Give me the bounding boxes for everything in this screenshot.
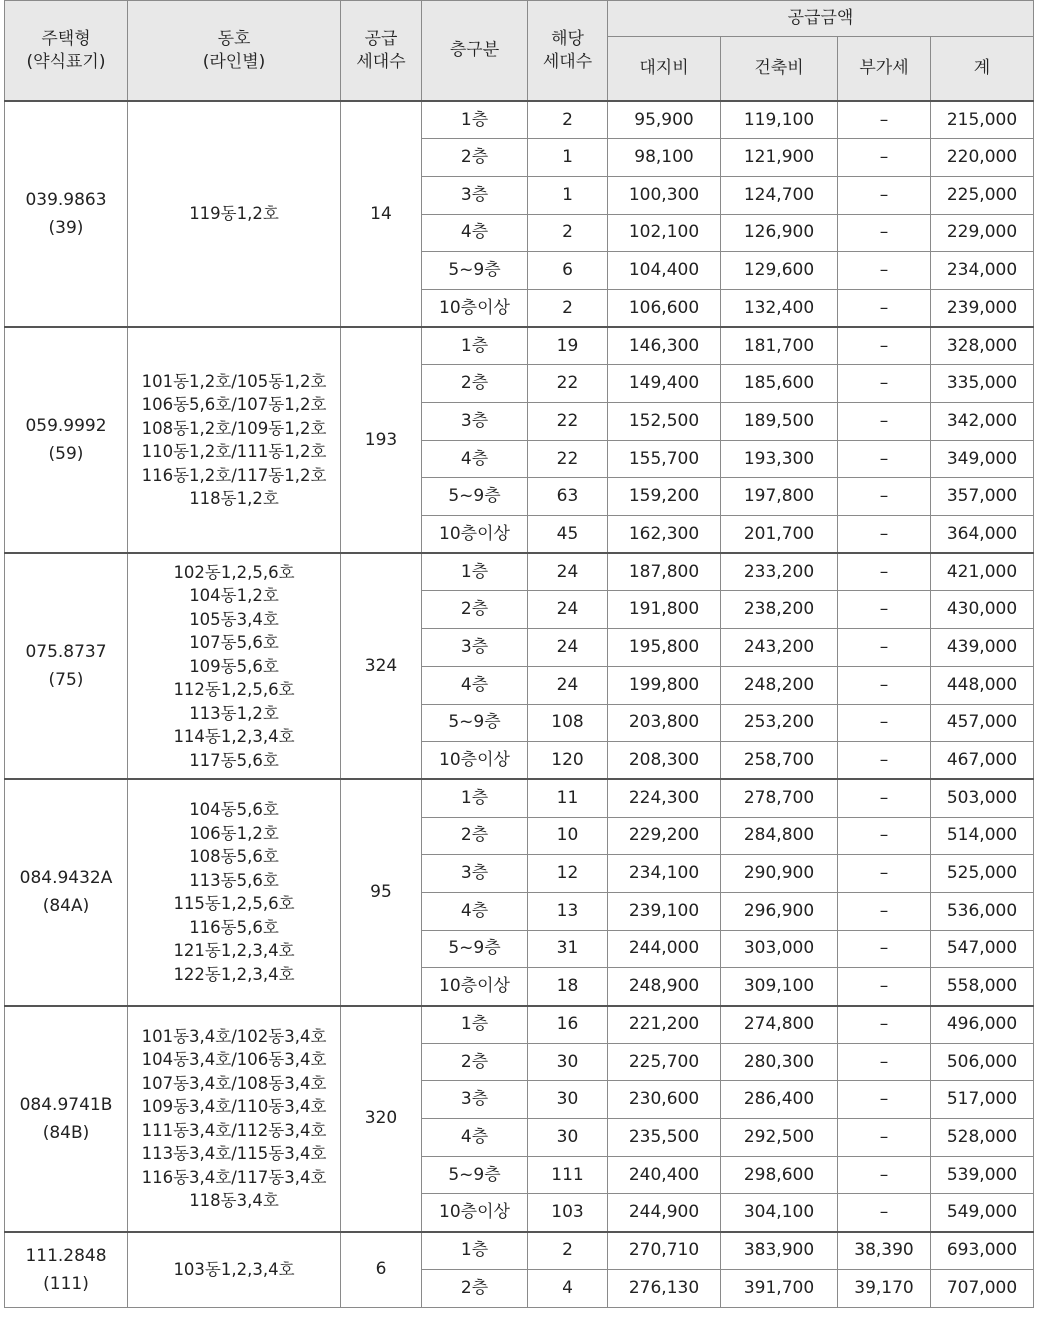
- dongho-line: 116동3,4호/117동3,4호: [141, 1167, 327, 1187]
- dongho-line: 113동5,6호: [189, 870, 279, 890]
- vat-cell: –: [838, 855, 931, 893]
- housing-type-line: 111.2848: [25, 1245, 107, 1266]
- dongho-line: 116동1,2호/117동1,2호: [141, 465, 327, 485]
- units-cell: 24: [528, 591, 608, 629]
- building-cost-cell: 248,200: [721, 666, 838, 704]
- table-body: [5, 101, 1034, 1307]
- floor-cell: 3층: [422, 629, 528, 667]
- dongho-line: 122동1,2,3,4호: [173, 964, 295, 984]
- floor-cell: 3층: [422, 176, 528, 214]
- total-cell: 234,000: [931, 252, 1034, 290]
- vat-cell: –: [838, 440, 931, 478]
- units-cell: 10: [528, 817, 608, 855]
- units-cell: 11: [528, 779, 608, 817]
- housing-type-cell: [5, 101, 128, 327]
- floor-cell: 1층: [422, 1006, 528, 1044]
- total-cell: 547,000: [931, 930, 1034, 968]
- building-cost-cell: 181,700: [721, 327, 838, 365]
- total-cell: 349,000: [931, 440, 1034, 478]
- land-cost-cell: 234,100: [608, 855, 721, 893]
- housing-type-line: 084.9432A: [19, 868, 113, 889]
- supply-units-cell: 193: [341, 327, 422, 553]
- building-cost-cell: 298,600: [721, 1156, 838, 1194]
- floor-cell: 2층: [422, 817, 528, 855]
- floor-cell: 5~9층: [422, 1156, 528, 1194]
- floor-cell: 10층이상: [422, 516, 528, 554]
- table-row: [5, 553, 1034, 591]
- vat-cell: –: [838, 289, 931, 327]
- dongho-line: 121동1,2,3,4호: [173, 941, 295, 961]
- building-cost-cell: 119,100: [721, 101, 838, 139]
- floor-cell: 4층: [422, 440, 528, 478]
- dongho-line: 106동5,6호/107동1,2호: [141, 395, 327, 415]
- total-cell: 558,000: [931, 968, 1034, 1006]
- dongho-cell: [128, 1006, 341, 1232]
- header-floor: 층구분: [422, 1, 528, 102]
- building-cost-cell: 243,200: [721, 629, 838, 667]
- floor-cell: 5~9층: [422, 478, 528, 516]
- header-units-line2: 세대수: [542, 51, 593, 72]
- floor-cell: 10층이상: [422, 968, 528, 1006]
- land-cost-cell: 248,900: [608, 968, 721, 1006]
- units-cell: 19: [528, 327, 608, 365]
- total-cell: 225,000: [931, 176, 1034, 214]
- header-total: 계: [931, 36, 1034, 101]
- total-cell: 220,000: [931, 139, 1034, 177]
- vat-cell: –: [838, 629, 931, 667]
- total-cell: 528,000: [931, 1119, 1034, 1157]
- total-cell: 693,000: [931, 1232, 1034, 1270]
- units-cell: 16: [528, 1006, 608, 1044]
- floor-cell: 2층: [422, 1043, 528, 1081]
- land-cost-cell: 195,800: [608, 629, 721, 667]
- total-cell: 421,000: [931, 553, 1034, 591]
- total-cell: 525,000: [931, 855, 1034, 893]
- dongho-line: 118동1,2호: [189, 489, 279, 509]
- vat-cell: –: [838, 817, 931, 855]
- units-cell: 22: [528, 403, 608, 441]
- dongho-cell: [128, 553, 341, 779]
- dongho-line: 116동5,6호: [189, 917, 279, 937]
- header-units-line1: 해당: [551, 28, 584, 49]
- housing-type-cell: [5, 553, 128, 779]
- land-cost-cell: 152,500: [608, 403, 721, 441]
- building-cost-cell: 290,900: [721, 855, 838, 893]
- vat-cell: –: [838, 478, 931, 516]
- dongho-line: 102동1,2,5,6호: [173, 562, 295, 582]
- building-cost-cell: 233,200: [721, 553, 838, 591]
- floor-cell: 2층: [422, 591, 528, 629]
- building-cost-cell: 286,400: [721, 1081, 838, 1119]
- header-building-cost: 건축비: [721, 36, 838, 101]
- units-cell: 120: [528, 742, 608, 780]
- table-row: [5, 101, 1034, 139]
- dongho-cell: [128, 101, 341, 327]
- land-cost-cell: 270,710: [608, 1232, 721, 1270]
- vat-cell: 39,170: [838, 1269, 931, 1307]
- land-cost-cell: 149,400: [608, 365, 721, 403]
- units-cell: 30: [528, 1043, 608, 1081]
- building-cost-cell: 304,100: [721, 1194, 838, 1232]
- dongho-line: 110동1,2호/111동1,2호: [141, 442, 327, 462]
- housing-type-line: (84A): [42, 896, 90, 917]
- header-vat: 부가세: [838, 36, 931, 101]
- building-cost-cell: 303,000: [721, 930, 838, 968]
- land-cost-cell: 240,400: [608, 1156, 721, 1194]
- dongho-line: 109동3,4호/110동3,4호: [141, 1097, 327, 1117]
- housing-type-line: 084.9741B: [19, 1094, 113, 1115]
- vat-cell: –: [838, 1194, 931, 1232]
- land-cost-cell: 199,800: [608, 666, 721, 704]
- building-cost-cell: 124,700: [721, 176, 838, 214]
- housing-type-cell: [5, 327, 128, 553]
- dongho-cell: [128, 327, 341, 553]
- dongho-line: 104동3,4호/106동3,4호: [141, 1050, 327, 1070]
- units-cell: 45: [528, 516, 608, 554]
- total-cell: 536,000: [931, 892, 1034, 930]
- total-cell: 430,000: [931, 591, 1034, 629]
- units-cell: 31: [528, 930, 608, 968]
- units-cell: 111: [528, 1156, 608, 1194]
- housing-type-line: 059.9992: [25, 416, 107, 437]
- floor-cell: 1층: [422, 1232, 528, 1270]
- vat-cell: –: [838, 101, 931, 139]
- dongho-line: 106동1,2호: [189, 823, 279, 843]
- units-cell: 24: [528, 629, 608, 667]
- dongho-cell: [128, 1232, 341, 1307]
- vat-cell: –: [838, 968, 931, 1006]
- units-cell: 13: [528, 892, 608, 930]
- header-supply-units-line2: 세대수: [356, 51, 406, 72]
- floor-cell: 2층: [422, 365, 528, 403]
- dongho-line: 105동3,4호: [189, 609, 279, 629]
- land-cost-cell: 230,600: [608, 1081, 721, 1119]
- supply-price-table: [4, 0, 1034, 1308]
- total-cell: 448,000: [931, 666, 1034, 704]
- vat-cell: –: [838, 252, 931, 290]
- dongho-line: 107동3,4호/108동3,4호: [141, 1073, 327, 1093]
- header-land-cost: 대지비: [608, 36, 721, 101]
- total-cell: 517,000: [931, 1081, 1034, 1119]
- dongho-line: 118동3,4호: [189, 1191, 279, 1211]
- land-cost-cell: 104,400: [608, 252, 721, 290]
- vat-cell: –: [838, 365, 931, 403]
- total-cell: 239,000: [931, 289, 1034, 327]
- vat-cell: –: [838, 1043, 931, 1081]
- total-cell: 539,000: [931, 1156, 1034, 1194]
- header-housing-type-line1: 주택형: [41, 28, 91, 49]
- dongho-line: 108동5,6호: [189, 847, 279, 867]
- floor-cell: 3층: [422, 855, 528, 893]
- housing-type-line: (59): [48, 444, 84, 465]
- land-cost-cell: 239,100: [608, 892, 721, 930]
- building-cost-cell: 132,400: [721, 289, 838, 327]
- units-cell: 2: [528, 214, 608, 252]
- dongho-line: 107동5,6호: [189, 633, 279, 653]
- total-cell: 514,000: [931, 817, 1034, 855]
- total-cell: 328,000: [931, 327, 1034, 365]
- land-cost-cell: 276,130: [608, 1269, 721, 1307]
- building-cost-cell: 258,700: [721, 742, 838, 780]
- building-cost-cell: 253,200: [721, 704, 838, 742]
- vat-cell: –: [838, 591, 931, 629]
- building-cost-cell: 126,900: [721, 214, 838, 252]
- floor-cell: 4층: [422, 666, 528, 704]
- building-cost-cell: 201,700: [721, 516, 838, 554]
- total-cell: 549,000: [931, 1194, 1034, 1232]
- units-cell: 103: [528, 1194, 608, 1232]
- total-cell: 215,000: [931, 101, 1034, 139]
- land-cost-cell: 191,800: [608, 591, 721, 629]
- floor-cell: 2층: [422, 139, 528, 177]
- land-cost-cell: 155,700: [608, 440, 721, 478]
- units-cell: 30: [528, 1119, 608, 1157]
- land-cost-cell: 100,300: [608, 176, 721, 214]
- units-cell: 1: [528, 176, 608, 214]
- land-cost-cell: 208,300: [608, 742, 721, 780]
- building-cost-cell: 238,200: [721, 591, 838, 629]
- vat-cell: –: [838, 403, 931, 441]
- vat-cell: –: [838, 779, 931, 817]
- header-supply-price: 공급금액: [608, 1, 1034, 37]
- floor-cell: 5~9층: [422, 704, 528, 742]
- floor-cell: 4층: [422, 1119, 528, 1157]
- land-cost-cell: 146,300: [608, 327, 721, 365]
- table-row: [5, 327, 1034, 365]
- floor-cell: 2층: [422, 1269, 528, 1307]
- vat-cell: –: [838, 1156, 931, 1194]
- units-cell: 12: [528, 855, 608, 893]
- units-cell: 30: [528, 1081, 608, 1119]
- header-supply-units: [341, 1, 422, 102]
- total-cell: 439,000: [931, 629, 1034, 667]
- table-row: [5, 1006, 1034, 1044]
- floor-cell: 5~9층: [422, 930, 528, 968]
- total-cell: 506,000: [931, 1043, 1034, 1081]
- vat-cell: –: [838, 742, 931, 780]
- building-cost-cell: 274,800: [721, 1006, 838, 1044]
- vat-cell: –: [838, 704, 931, 742]
- housing-type-line: (111): [43, 1273, 89, 1294]
- building-cost-cell: 189,500: [721, 403, 838, 441]
- floor-cell: 3층: [422, 403, 528, 441]
- dongho-line: 108동1,2호/109동1,2호: [141, 418, 327, 438]
- vat-cell: –: [838, 892, 931, 930]
- total-cell: 342,000: [931, 403, 1034, 441]
- units-cell: 2: [528, 101, 608, 139]
- total-cell: 364,000: [931, 516, 1034, 554]
- header-dongho: [128, 1, 341, 102]
- total-cell: 457,000: [931, 704, 1034, 742]
- units-cell: 2: [528, 289, 608, 327]
- vat-cell: –: [838, 516, 931, 554]
- floor-cell: 5~9층: [422, 252, 528, 290]
- units-cell: 63: [528, 478, 608, 516]
- supply-units-cell: 95: [341, 779, 422, 1005]
- total-cell: 229,000: [931, 214, 1034, 252]
- dongho-line: 101동3,4호/102동3,4호: [141, 1026, 327, 1046]
- land-cost-cell: 187,800: [608, 553, 721, 591]
- total-cell: 335,000: [931, 365, 1034, 403]
- vat-cell: –: [838, 1119, 931, 1157]
- supply-units-cell: 324: [341, 553, 422, 779]
- dongho-line: 117동5,6호: [189, 750, 279, 770]
- vat-cell: –: [838, 214, 931, 252]
- vat-cell: –: [838, 1081, 931, 1119]
- floor-cell: 10층이상: [422, 289, 528, 327]
- total-cell: 707,000: [931, 1269, 1034, 1307]
- dongho-line: 109동5,6호: [189, 656, 279, 676]
- total-cell: 357,000: [931, 478, 1034, 516]
- dongho-cell: [128, 779, 341, 1005]
- building-cost-cell: 280,300: [721, 1043, 838, 1081]
- floor-cell: 4층: [422, 892, 528, 930]
- floor-cell: 1층: [422, 327, 528, 365]
- dongho-line: 101동1,2호/105동1,2호: [141, 371, 327, 391]
- land-cost-cell: 235,500: [608, 1119, 721, 1157]
- header-housing-type-line2: (약식표기): [26, 51, 106, 72]
- vat-cell: –: [838, 666, 931, 704]
- floor-cell: 10층이상: [422, 742, 528, 780]
- table-header: [5, 1, 1034, 102]
- units-cell: 4: [528, 1269, 608, 1307]
- housing-type-line: (75): [48, 670, 84, 691]
- housing-type-line: 075.8737: [25, 642, 107, 663]
- building-cost-cell: 292,500: [721, 1119, 838, 1157]
- land-cost-cell: 106,600: [608, 289, 721, 327]
- housing-type-cell: [5, 1006, 128, 1232]
- table-row: [5, 1232, 1034, 1270]
- building-cost-cell: 309,100: [721, 968, 838, 1006]
- dongho-line: 111동3,4호/112동3,4호: [141, 1120, 327, 1140]
- vat-cell: 38,390: [838, 1232, 931, 1270]
- land-cost-cell: 95,900: [608, 101, 721, 139]
- vat-cell: –: [838, 139, 931, 177]
- housing-type-cell: [5, 779, 128, 1005]
- building-cost-cell: 383,900: [721, 1232, 838, 1270]
- vat-cell: –: [838, 930, 931, 968]
- units-cell: 24: [528, 553, 608, 591]
- building-cost-cell: 278,700: [721, 779, 838, 817]
- dongho-line: 112동1,2,5,6호: [173, 680, 295, 700]
- floor-cell: 3층: [422, 1081, 528, 1119]
- building-cost-cell: 193,300: [721, 440, 838, 478]
- housing-type-line: (39): [48, 218, 84, 239]
- supply-units-cell: 320: [341, 1006, 422, 1232]
- land-cost-cell: 224,300: [608, 779, 721, 817]
- land-cost-cell: 159,200: [608, 478, 721, 516]
- total-cell: 496,000: [931, 1006, 1034, 1044]
- total-cell: 503,000: [931, 779, 1034, 817]
- vat-cell: –: [838, 1006, 931, 1044]
- units-cell: 22: [528, 440, 608, 478]
- supply-units-cell: 14: [341, 101, 422, 327]
- building-cost-cell: 185,600: [721, 365, 838, 403]
- housing-type-cell: [5, 1232, 128, 1307]
- dongho-line: 104동1,2호: [189, 586, 279, 606]
- floor-cell: 1층: [422, 779, 528, 817]
- total-cell: 467,000: [931, 742, 1034, 780]
- header-supply-units-line1: 공급: [364, 28, 398, 49]
- land-cost-cell: 221,200: [608, 1006, 721, 1044]
- vat-cell: –: [838, 176, 931, 214]
- dongho-line: 113동1,2호: [189, 703, 279, 723]
- units-cell: 6: [528, 252, 608, 290]
- vat-cell: –: [838, 553, 931, 591]
- vat-cell: –: [838, 327, 931, 365]
- table-row: [5, 779, 1034, 817]
- header-dongho-line2: (라인별): [202, 51, 266, 72]
- land-cost-cell: 225,700: [608, 1043, 721, 1081]
- units-cell: 24: [528, 666, 608, 704]
- dongho-line: 104동5,6호: [189, 800, 279, 820]
- floor-cell: 4층: [422, 214, 528, 252]
- header-housing-type: [5, 1, 128, 102]
- dongho-line: 113동3,4호/115동3,4호: [141, 1144, 327, 1164]
- units-cell: 22: [528, 365, 608, 403]
- header-units: [528, 1, 608, 102]
- land-cost-cell: 229,200: [608, 817, 721, 855]
- units-cell: 1: [528, 139, 608, 177]
- building-cost-cell: 296,900: [721, 892, 838, 930]
- land-cost-cell: 98,100: [608, 139, 721, 177]
- land-cost-cell: 162,300: [608, 516, 721, 554]
- housing-type-line: (84B): [42, 1122, 90, 1143]
- floor-cell: 1층: [422, 101, 528, 139]
- building-cost-cell: 197,800: [721, 478, 838, 516]
- units-cell: 2: [528, 1232, 608, 1270]
- building-cost-cell: 129,600: [721, 252, 838, 290]
- dongho-line: 115동1,2,5,6호: [173, 894, 295, 914]
- dongho-line: 103동1,2,3,4호: [173, 1259, 295, 1279]
- land-cost-cell: 102,100: [608, 214, 721, 252]
- building-cost-cell: 391,700: [721, 1269, 838, 1307]
- building-cost-cell: 284,800: [721, 817, 838, 855]
- dongho-line: 114동1,2,3,4호: [173, 727, 295, 747]
- housing-type-line: 039.9863: [25, 190, 107, 211]
- units-cell: 18: [528, 968, 608, 1006]
- dongho-line: 119동1,2호: [189, 204, 279, 224]
- floor-cell: 1층: [422, 553, 528, 591]
- building-cost-cell: 121,900: [721, 139, 838, 177]
- supply-units-cell: 6: [341, 1232, 422, 1307]
- land-cost-cell: 244,000: [608, 930, 721, 968]
- land-cost-cell: 244,900: [608, 1194, 721, 1232]
- floor-cell: 10층이상: [422, 1194, 528, 1232]
- header-dongho-line1: 동호: [217, 28, 251, 49]
- land-cost-cell: 203,800: [608, 704, 721, 742]
- units-cell: 108: [528, 704, 608, 742]
